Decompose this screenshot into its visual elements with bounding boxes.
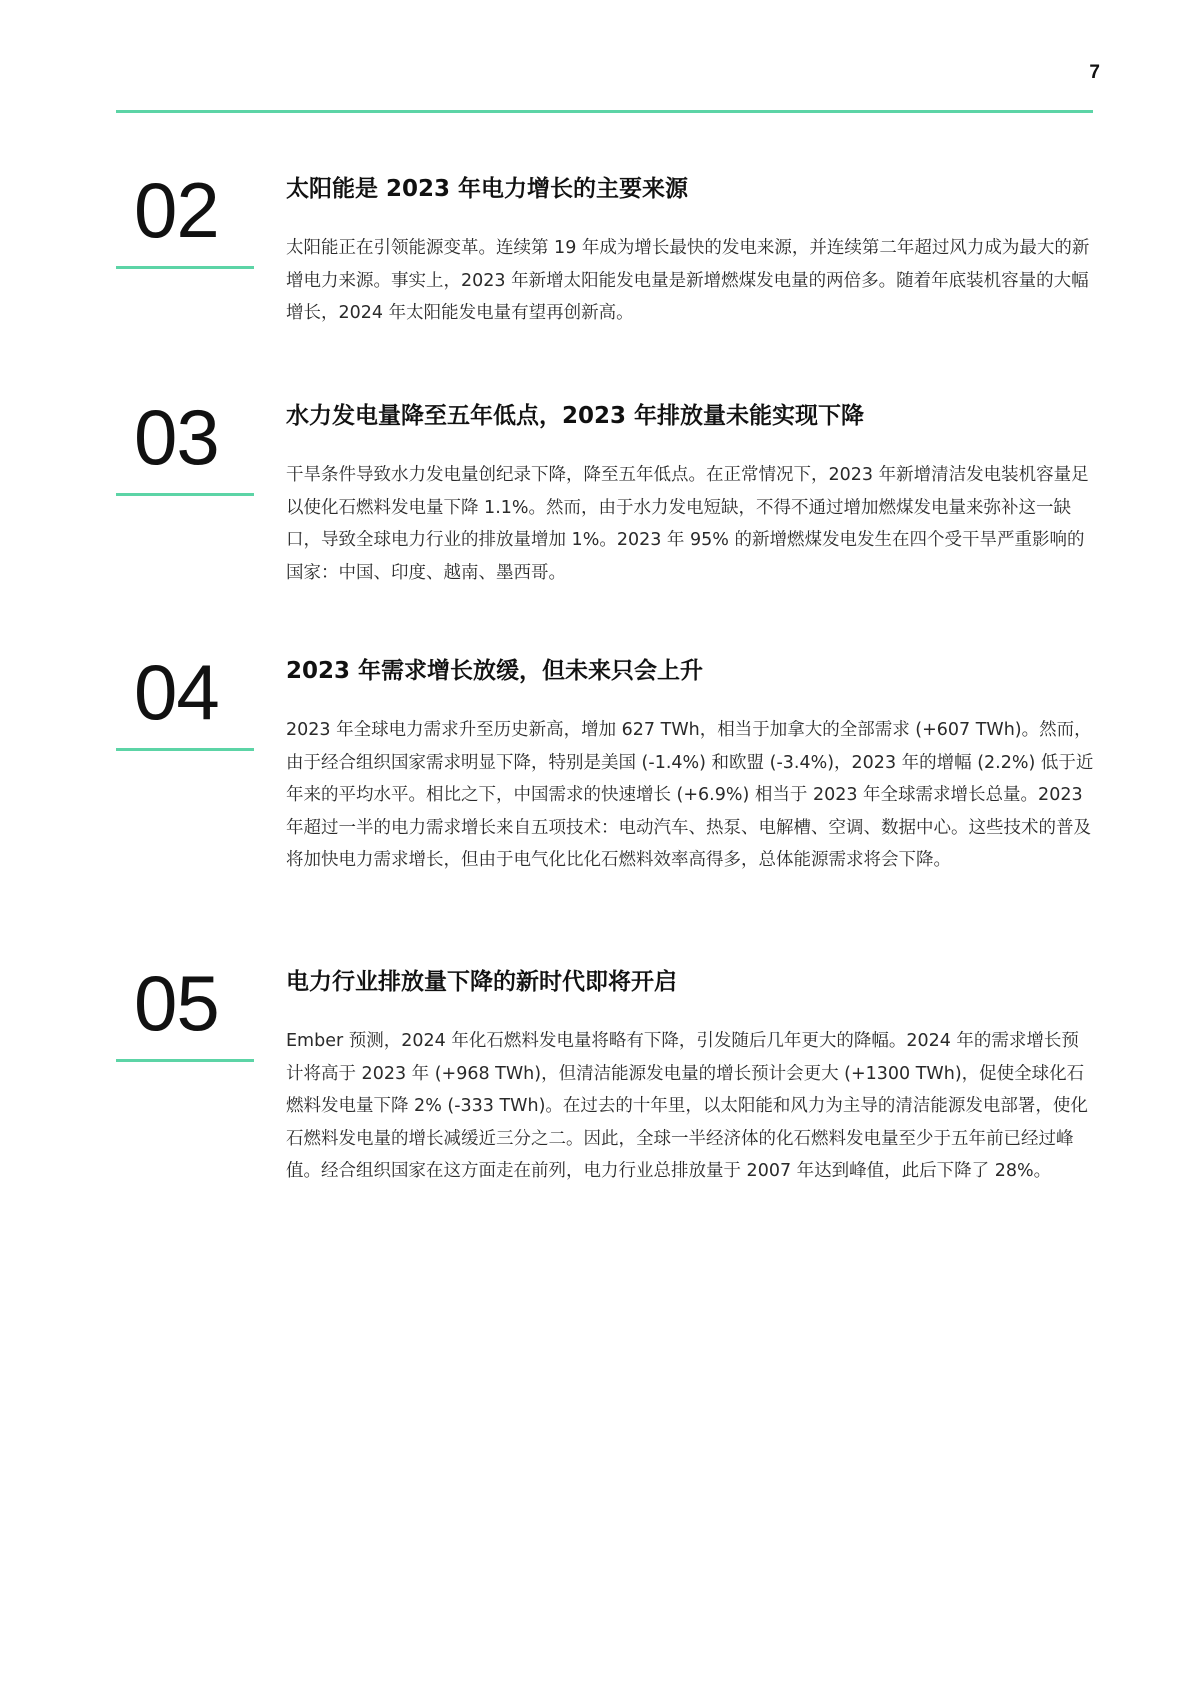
section-title: 水力发电量降至五年低点，2023 年排放量未能实现下降 (286, 403, 865, 429)
section-number: 04 (134, 648, 219, 736)
section-05 (116, 959, 1096, 1233)
section-03 (116, 393, 1096, 597)
section-title: 电力行业排放量下降的新时代即将开启 (286, 969, 677, 995)
section-number: 02 (134, 166, 219, 254)
section-04 (116, 648, 1096, 922)
section-body: 太阳能正在引领能源变革。连续第 19 年成为增长最快的发电来源，并连续第二年超过风力成为最大的新增电力来源。事实上，2023 年新增太阳能发电量是新增燃煤发电量的两倍多。随着年底装机容量的大幅增长，2024 年太阳能发电量有望再创新高。 (286, 238, 1090, 323)
section-divider (116, 748, 254, 751)
page-number: 7 (1089, 62, 1100, 83)
section-number: 03 (134, 393, 219, 481)
section-body: 干旱条件导致水力发电量创纪录下降，降至五年低点。在正常情况下，2023 年新增清洁发电装机容量足以使化石燃料发电量下降 1.1%。然而，由于水力发电短缺，不得不通过增加燃煤发电量来弥补这一缺口，导致全球电力行业的排放量增加 1%。2023 年 95% 的新增燃煤发电发生在四个受干旱严重影响的国家：中国、印度、越南、墨西哥。 (286, 465, 1089, 583)
section-divider (116, 266, 254, 269)
section-body: 2023 年全球电力需求升至历史新高，增加 627 TWh，相当于加拿大的全部需求 (+607 TWh)。然而，由于经合组织国家需求明显下降，特别是美国 (-1.4%) 和欧盟 (-3.4%)，2023 年的增幅 (2.2%) 低于近年来的平均水平。相比之下，中国需求的快速增长 (+6.9%) 相当于 2023 年全球需求增长总量。2023 年超过一半的电力需求增长来自五项技术：电动汽车、热泵、电解槽、空调、数据中心。这些技术的普及将加快电力需求增长，但由于电气化比化石燃料效率高得多，总体能源需求将会下降。 (286, 720, 1094, 870)
section-divider (116, 493, 254, 496)
section-title: 2023 年需求增长放缓，但未来只会上升 (286, 658, 704, 684)
section-body: Ember 预测，2024 年化石燃料发电量将略有下降，引发随后几年更大的降幅。2024 年的需求增长预计将高于 2023 年 (+968 TWh)，但清洁能源发电量的增长预计会更大 (+1300 TWh)，促使全球化石燃料发电量下降 2% (-333 TWh)。在过去的十年里，以太阳能和风力为主导的清洁能源发电部署，使化石燃料发电量的增长减缓近三分之二。因此，全球一半经济体的化石燃料发电量至少于五年前已经过峰值。经合组织国家在这方面走在前列，电力行业总排放量于 2007 年达到峰值，此后下降了 28%。 (286, 1031, 1088, 1181)
header-divider (116, 110, 1093, 113)
section-title: 太阳能是 2023 年电力增长的主要来源 (286, 176, 689, 202)
section-02 (116, 166, 1096, 340)
section-divider (116, 1059, 254, 1062)
section-number: 05 (134, 959, 219, 1047)
